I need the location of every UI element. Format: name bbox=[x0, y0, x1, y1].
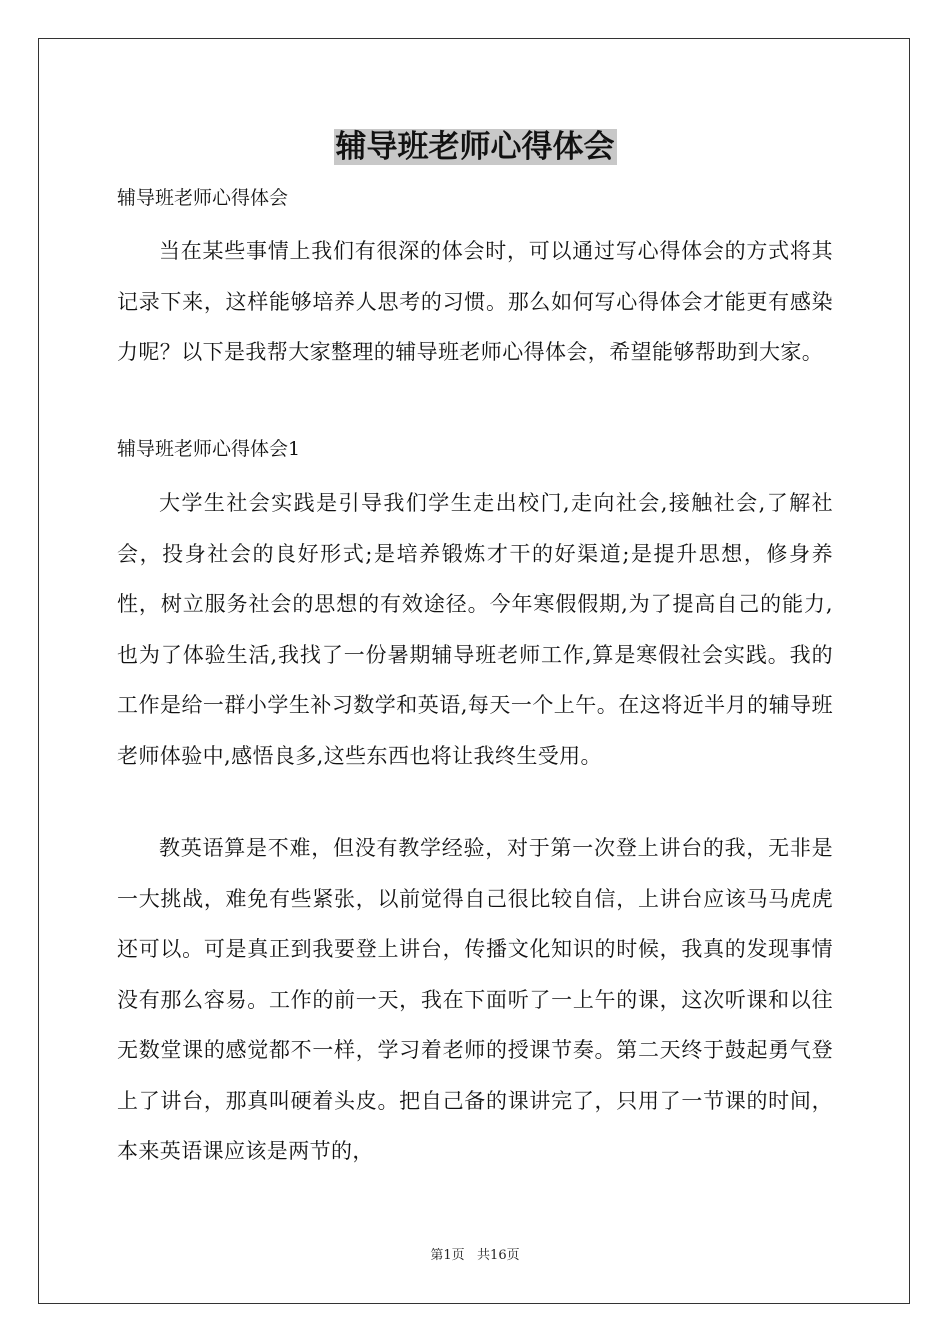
page-indicator: 第1页 共16页 bbox=[430, 1248, 520, 1263]
body-paragraph-1: 大学生社会实践是引导我们学生走出校门,走向社会,接触社会,了解社会，投身社会的良好形式;是培养锻炼才干的好渠道;是提升思想，修身养性，树立服务社会的思想的有效途径。今年寒假假期,为了提高自己的能力,也为了体验生活,我找了一份暑期辅导班老师工作,算是寒假社会实践。我的工作是给一群小学生补习数学和英语,每天一个上午。在这将近半月的辅导班老师体验中,感悟良多,这些东西也将让我终生受用。 bbox=[117, 491, 833, 768]
intro-paragraph: 当在某些事情上我们有很深的体会时，可以通过写心得体会的方式将其记录下来，这样能够培养人思考的习惯。那么如何写心得体会才能更有感染力呢？以下是我帮大家整理的辅导班老师心得体会，希望能够帮助到大家。 bbox=[117, 239, 833, 364]
section-heading: 辅导班老师心得体会1 bbox=[117, 438, 301, 460]
document-title-text: 辅导班老师心得体会 bbox=[335, 129, 615, 165]
body-paragraph-2: 教英语算是不难，但没有教学经验，对于第一次登上讲台的我，无非是一大挑战，难免有些紧张，以前觉得自己很比较自信，上讲台应该马马虎虎还可以。可是真正到我要登上讲台，传播文化知识的时候，我真的发现事情没有那么容易。工作的前一天，我在下面听了一上午的课，这次听课和以往无数堂课的感觉都不一样，学习着老师的授课节奏。第二天终于鼓起勇气登上了讲台，那真叫硬着头皮。把自己备的课讲完了，只用了一节课的时间，本来英语课应该是两节的， bbox=[117, 836, 833, 1163]
document-title bbox=[117, 125, 833, 169]
intro-heading: 辅导班老师心得体会 bbox=[117, 187, 289, 209]
